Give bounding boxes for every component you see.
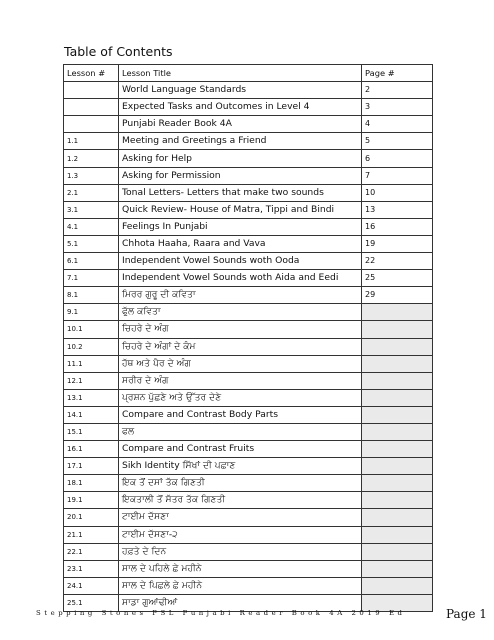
lesson-title-cell: Feelings In Punjabi <box>119 218 362 235</box>
lesson-number-cell: 9.1 <box>64 304 119 321</box>
lesson-title-cell: Tonal Letters- Letters that make two sounds <box>119 184 362 201</box>
table-row <box>64 577 433 594</box>
lesson-number-cell: 2.1 <box>64 184 119 201</box>
lesson-title-cell: Compare and Contrast Body Parts <box>119 406 362 423</box>
lesson-title-cell: ਟਾਈਮ ਦੱਸਣਾ <box>119 509 362 526</box>
table-row <box>64 82 433 99</box>
table-row <box>64 133 433 150</box>
lesson-title-cell: Meeting and Greetings a Friend <box>119 133 362 150</box>
table-row <box>64 321 433 338</box>
lesson-title-cell: Asking for Help <box>119 150 362 167</box>
lesson-title-cell: ਹੱਥ ਅਤੇ ਪੈਰ ਦੇ ਅੰਗ <box>119 355 362 372</box>
header-lesson-number: Lesson # <box>64 65 119 82</box>
lesson-number-cell: 21.1 <box>64 526 119 543</box>
lesson-number-cell: 16.1 <box>64 441 119 458</box>
page-number-cell <box>362 423 433 440</box>
header-row <box>64 65 433 82</box>
table-row <box>64 150 433 167</box>
lesson-title-cell: ਸਰੀਰ ਦੇ ਅੰਗ <box>119 372 362 389</box>
lesson-number-cell: 3.1 <box>64 201 119 218</box>
lesson-title-cell: ਇਕਤਾਲੀ ਤੋਂ ਸੱਤਰ ਤੱਕ ਗਿਣਤੀ <box>119 492 362 509</box>
table-row <box>64 372 433 389</box>
lesson-title-cell: Chhota Haaha, Raara and Vava <box>119 235 362 252</box>
lesson-title-cell: ਫੁੱਲ ਕਵਿਤਾ <box>119 304 362 321</box>
page-number-cell: 3 <box>362 99 433 116</box>
header-page-number: Page # <box>362 65 433 82</box>
page-number-cell: 6 <box>362 150 433 167</box>
lesson-number-cell: 1.3 <box>64 167 119 184</box>
lesson-title-cell: World Language Standards <box>119 82 362 99</box>
page-number-cell <box>362 560 433 577</box>
header-lesson-title: Lesson Title <box>119 65 362 82</box>
table-row <box>64 218 433 235</box>
page-number-cell: 5 <box>362 133 433 150</box>
page-number-cell <box>362 372 433 389</box>
lesson-number-cell: 25.1 <box>64 594 119 611</box>
lesson-title-cell: Quick Review- House of Matra, Tippi and Bindi <box>119 201 362 218</box>
lesson-number-cell: 7.1 <box>64 270 119 287</box>
table-row <box>64 441 433 458</box>
table-row <box>64 458 433 475</box>
lesson-number-cell: 23.1 <box>64 560 119 577</box>
lesson-title-cell: Independent Vowel Sounds woth Aida and Eedi <box>119 270 362 287</box>
lesson-number-cell: 14.1 <box>64 406 119 423</box>
lesson-title-cell: ਸਾਲ ਦੇ ਪਿਛਲੇ ਛੇ ਮਹੀਨੇ <box>119 577 362 594</box>
page-number-cell: 13 <box>362 201 433 218</box>
table-row <box>64 475 433 492</box>
table-row <box>64 543 433 560</box>
lesson-number-cell <box>64 116 119 133</box>
page-number-cell: 7 <box>362 167 433 184</box>
lesson-title-cell: Independent Vowel Sounds woth Ooda <box>119 253 362 270</box>
table-row <box>64 560 433 577</box>
lesson-title-cell: Asking for Permission <box>119 167 362 184</box>
lesson-title-cell: Expected Tasks and Outcomes in Level 4 <box>119 99 362 116</box>
table-row <box>64 270 433 287</box>
lesson-title-cell: ਚਿਹਰੇ ਦੇ ਅੰਗ <box>119 321 362 338</box>
page-number-cell <box>362 577 433 594</box>
page-title: Table of Contents <box>64 44 173 59</box>
page-number-cell: 16 <box>362 218 433 235</box>
lesson-number-cell: 15.1 <box>64 423 119 440</box>
page-number-cell <box>362 406 433 423</box>
page-number-cell <box>362 509 433 526</box>
table-row <box>64 355 433 372</box>
lesson-title-cell: ਹਫ਼ਤੇ ਦੇ ਦਿਨ <box>119 543 362 560</box>
page-number-cell <box>362 321 433 338</box>
lesson-number-cell: 11.1 <box>64 355 119 372</box>
lesson-title-cell: ਚਿਹਰੇ ਦੇ ਅੰਗਾਂ ਦੇ ਕੰਮ <box>119 338 362 355</box>
lesson-number-cell: 1.2 <box>64 150 119 167</box>
lesson-title-cell: ਟਾਈਮ ਦੱਸਣਾ-੨ <box>119 526 362 543</box>
lesson-number-cell: 12.1 <box>64 372 119 389</box>
table-row <box>64 201 433 218</box>
table-row <box>64 338 433 355</box>
lesson-title-cell: ਪ੍ਰਸ਼ਨ ਪੁੱਛਣੇ ਅਤੇ ਉੱਤਰ ਦੇਣੇ <box>119 389 362 406</box>
lesson-number-cell: 5.1 <box>64 235 119 252</box>
page-number-cell: 10 <box>362 184 433 201</box>
table-row <box>64 167 433 184</box>
lesson-title-cell: Punjabi Reader Book 4A <box>119 116 362 133</box>
page-number-cell: 19 <box>362 235 433 252</box>
lesson-title-cell: Sikh Identity ਸਿੱਖਾਂ ਦੀ ਪਛਾਣ <box>119 458 362 475</box>
table-row <box>64 423 433 440</box>
page-number-label: Page 1 <box>446 607 487 621</box>
table-row <box>64 526 433 543</box>
lesson-number-cell: 17.1 <box>64 458 119 475</box>
lesson-number-cell: 1.1 <box>64 133 119 150</box>
lesson-title-cell: ਮਿਰਰ ਗੁਰੂ ਦੀ ਕਵਿਤਾ <box>119 287 362 304</box>
lesson-number-cell <box>64 82 119 99</box>
page-number-cell <box>362 458 433 475</box>
lesson-number-cell: 4.1 <box>64 218 119 235</box>
page-number-cell <box>362 475 433 492</box>
page-number-cell <box>362 338 433 355</box>
table-row <box>64 406 433 423</box>
page-number-cell <box>362 389 433 406</box>
lesson-number-cell: 10.2 <box>64 338 119 355</box>
lesson-number-cell: 22.1 <box>64 543 119 560</box>
page-number-cell <box>362 441 433 458</box>
footer-text: Stepping Stones PSL Punjabi Reader Book 4A 2019 Ed <box>36 609 406 617</box>
table-row <box>64 304 433 321</box>
lesson-number-cell: 19.1 <box>64 492 119 509</box>
table-row <box>64 287 433 304</box>
table-row <box>64 184 433 201</box>
lesson-number-cell: 18.1 <box>64 475 119 492</box>
lesson-title-cell: ਸਾਡਾ ਗੁਆਂਢੀਆਂ <box>119 594 362 611</box>
lesson-number-cell: 10.1 <box>64 321 119 338</box>
page-number-cell: 29 <box>362 287 433 304</box>
page-number-cell: 2 <box>362 82 433 99</box>
page-number-cell: 25 <box>362 270 433 287</box>
table-row <box>64 253 433 270</box>
lesson-number-cell: 20.1 <box>64 509 119 526</box>
page-number-cell <box>362 492 433 509</box>
page-number-cell: 4 <box>362 116 433 133</box>
table-row <box>64 389 433 406</box>
lesson-number-cell: 6.1 <box>64 253 119 270</box>
table-row <box>64 492 433 509</box>
contents-table <box>63 64 433 612</box>
lesson-title-cell: Compare and Contrast Fruits <box>119 441 362 458</box>
contents-table-body <box>64 65 433 612</box>
lesson-number-cell: 24.1 <box>64 577 119 594</box>
table-row <box>64 509 433 526</box>
page-number-cell: 22 <box>362 253 433 270</box>
lesson-number-cell: 8.1 <box>64 287 119 304</box>
lesson-title-cell: ਫਲ <box>119 423 362 440</box>
page-number-cell <box>362 304 433 321</box>
page-number-cell <box>362 355 433 372</box>
table-row <box>64 116 433 133</box>
table-row <box>64 235 433 252</box>
lesson-title-cell: ਇਕ ਤੋਂ ਦਸਾਂ ਤੱਕ ਗਿਣਤੀ <box>119 475 362 492</box>
table-row <box>64 99 433 116</box>
lesson-title-cell: ਸਾਲ ਦੇ ਪਹਿਲੇ ਛੇ ਮਹੀਨੇ <box>119 560 362 577</box>
page-number-cell <box>362 543 433 560</box>
page-number-cell <box>362 526 433 543</box>
lesson-number-cell: 13.1 <box>64 389 119 406</box>
lesson-number-cell <box>64 99 119 116</box>
